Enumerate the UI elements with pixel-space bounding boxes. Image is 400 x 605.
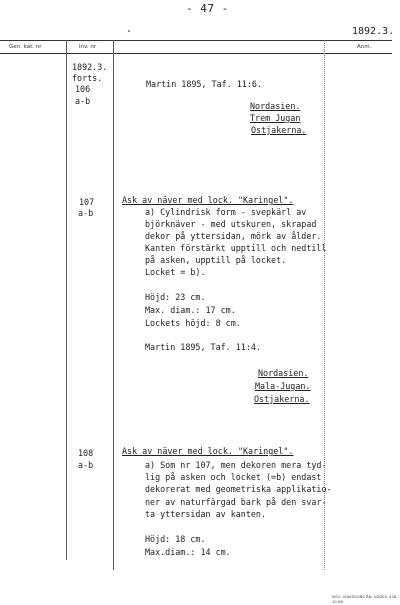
measure-height: Höjd: 23 cm. bbox=[145, 292, 206, 302]
geo-region: Nordasien. bbox=[258, 368, 309, 378]
geo-locality: Trem Jugan bbox=[250, 113, 301, 123]
inv-number: 106 bbox=[75, 84, 91, 94]
column-header-anm: Anm. bbox=[357, 44, 372, 50]
entry-title: Ask av näver med lock. "Karingel". bbox=[122, 446, 294, 456]
description-line: a) Som nr 107, men dekoren mera tyd- bbox=[145, 460, 327, 470]
print-mark: SJÖL. ISAKSSONS ÅB. UDDEV. 428 10 66 bbox=[332, 594, 397, 604]
measure-lid-height: Lockets höjd: 8 cm. bbox=[145, 318, 241, 328]
inv-subletters: a-b bbox=[75, 96, 91, 106]
stray-mark bbox=[128, 30, 130, 32]
column-divider-1 bbox=[66, 40, 67, 560]
header-year: 1892.3. bbox=[352, 26, 395, 37]
geo-people: Ostjakerna. bbox=[251, 125, 307, 135]
inv-subletters: a-b bbox=[78, 208, 94, 218]
inv-number: 107 bbox=[79, 197, 95, 207]
header-rule-top bbox=[0, 40, 392, 41]
geo-people: Ostjakerna. bbox=[254, 394, 310, 404]
geo-region: Nordasien. bbox=[250, 101, 301, 111]
header-rule-bottom bbox=[0, 53, 392, 54]
measure-height: Höjd: 18 cm. bbox=[145, 534, 206, 544]
description-line: dekorerat med geometriska applikatio- bbox=[145, 484, 332, 494]
geo-locality: Mala-Jugan. bbox=[255, 381, 311, 391]
inv-number: 108 bbox=[78, 448, 94, 458]
inv-subletters: a-b bbox=[78, 460, 94, 470]
description-line: Locket = b). bbox=[145, 267, 206, 277]
description-line: på asken, upptill på locket. bbox=[145, 255, 287, 265]
description-line: björknäver - med utskuren, skrapad bbox=[145, 219, 317, 229]
source-reference: Martin 1895, Taf. 11:4. bbox=[145, 342, 261, 352]
inv-number: 1892.3. bbox=[72, 62, 108, 72]
column-header-inv-nr: Inv. nr bbox=[79, 44, 97, 50]
description-line: a) Cylindrisk form - svepkärl av bbox=[145, 207, 307, 217]
column-header-gen-kat-nr: Gen. kat. nr bbox=[9, 44, 42, 50]
page-number: - 47 - bbox=[186, 2, 229, 15]
entry-title: Ask av näver med lock. "Karingel". bbox=[122, 195, 294, 205]
description-line: ta yttersidan av kanten. bbox=[145, 509, 267, 519]
inv-number: forts. bbox=[72, 73, 103, 83]
source-reference: Martin 1895, Taf. 11:6. bbox=[146, 79, 262, 89]
measure-diameter: Max.diam.: 14 cm. bbox=[145, 547, 231, 557]
description-line: dekor på yttersidan, mörk av ålder. bbox=[145, 231, 322, 241]
description-line: ner av naturfärgad bark på den svar- bbox=[145, 497, 327, 507]
description-line: Kanten förstärkt upptill och nedtill bbox=[145, 243, 327, 253]
description-line: lig på asken och locket (=b) endast bbox=[145, 472, 322, 482]
measure-diameter: Max. diam.: 17 cm. bbox=[145, 305, 236, 315]
column-divider-2 bbox=[113, 40, 114, 570]
